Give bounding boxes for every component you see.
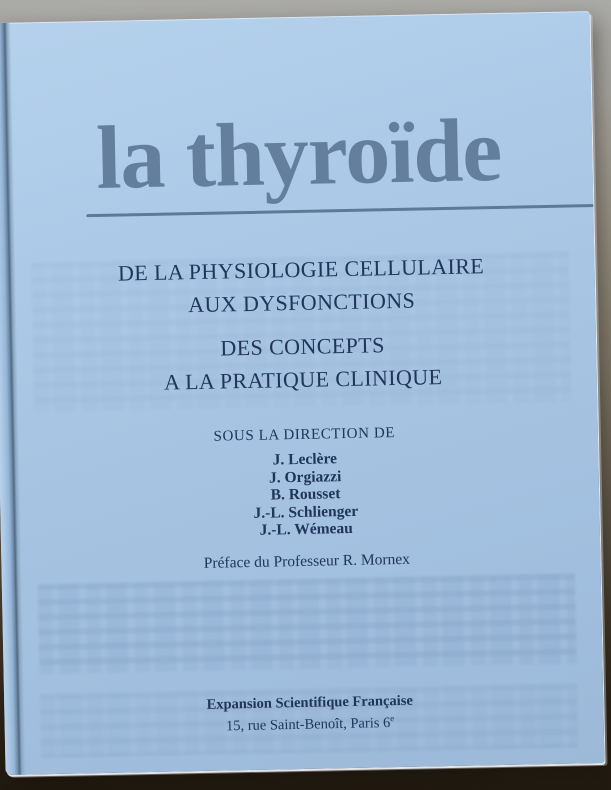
editor-name: J.-L. Wémeau: [259, 519, 353, 539]
preface-credit: Préface du Professeur R. Mornex: [203, 550, 411, 572]
subtitle-line: DES CONCEPTS: [220, 332, 385, 361]
publisher-address-superscript: e: [390, 713, 395, 724]
direction-heading: SOUS LA DIRECTION DE: [213, 425, 396, 445]
publisher-address-main: 15, rue Saint-Benoît, Paris 6: [225, 715, 391, 735]
editor-name: B. Rousset: [270, 485, 341, 504]
editor-name: J. Orgiazzi: [268, 467, 342, 487]
editors-list: [5, 445, 604, 545]
editor-name: J.-L. Schlienger: [253, 502, 359, 522]
subtitle-line: DE LA PHYSIOLOGIE CELLULAIRE: [117, 253, 485, 286]
subtitle-block-primary: [1, 247, 601, 325]
subtitle-line: A LA PRATIQUE CLINIQUE: [163, 364, 443, 395]
publisher-block: [10, 689, 604, 740]
publisher-name: Expansion Scientifique Française: [206, 692, 413, 713]
title-page-content: [0, 11, 604, 775]
subtitle-block-secondary: [3, 324, 603, 402]
editor-name: J. Leclère: [272, 450, 338, 469]
subtitle-line: AUX DYSFONCTIONS: [187, 287, 416, 318]
book-title-page: [0, 11, 604, 775]
book-title: la thyroïde: [95, 100, 503, 208]
